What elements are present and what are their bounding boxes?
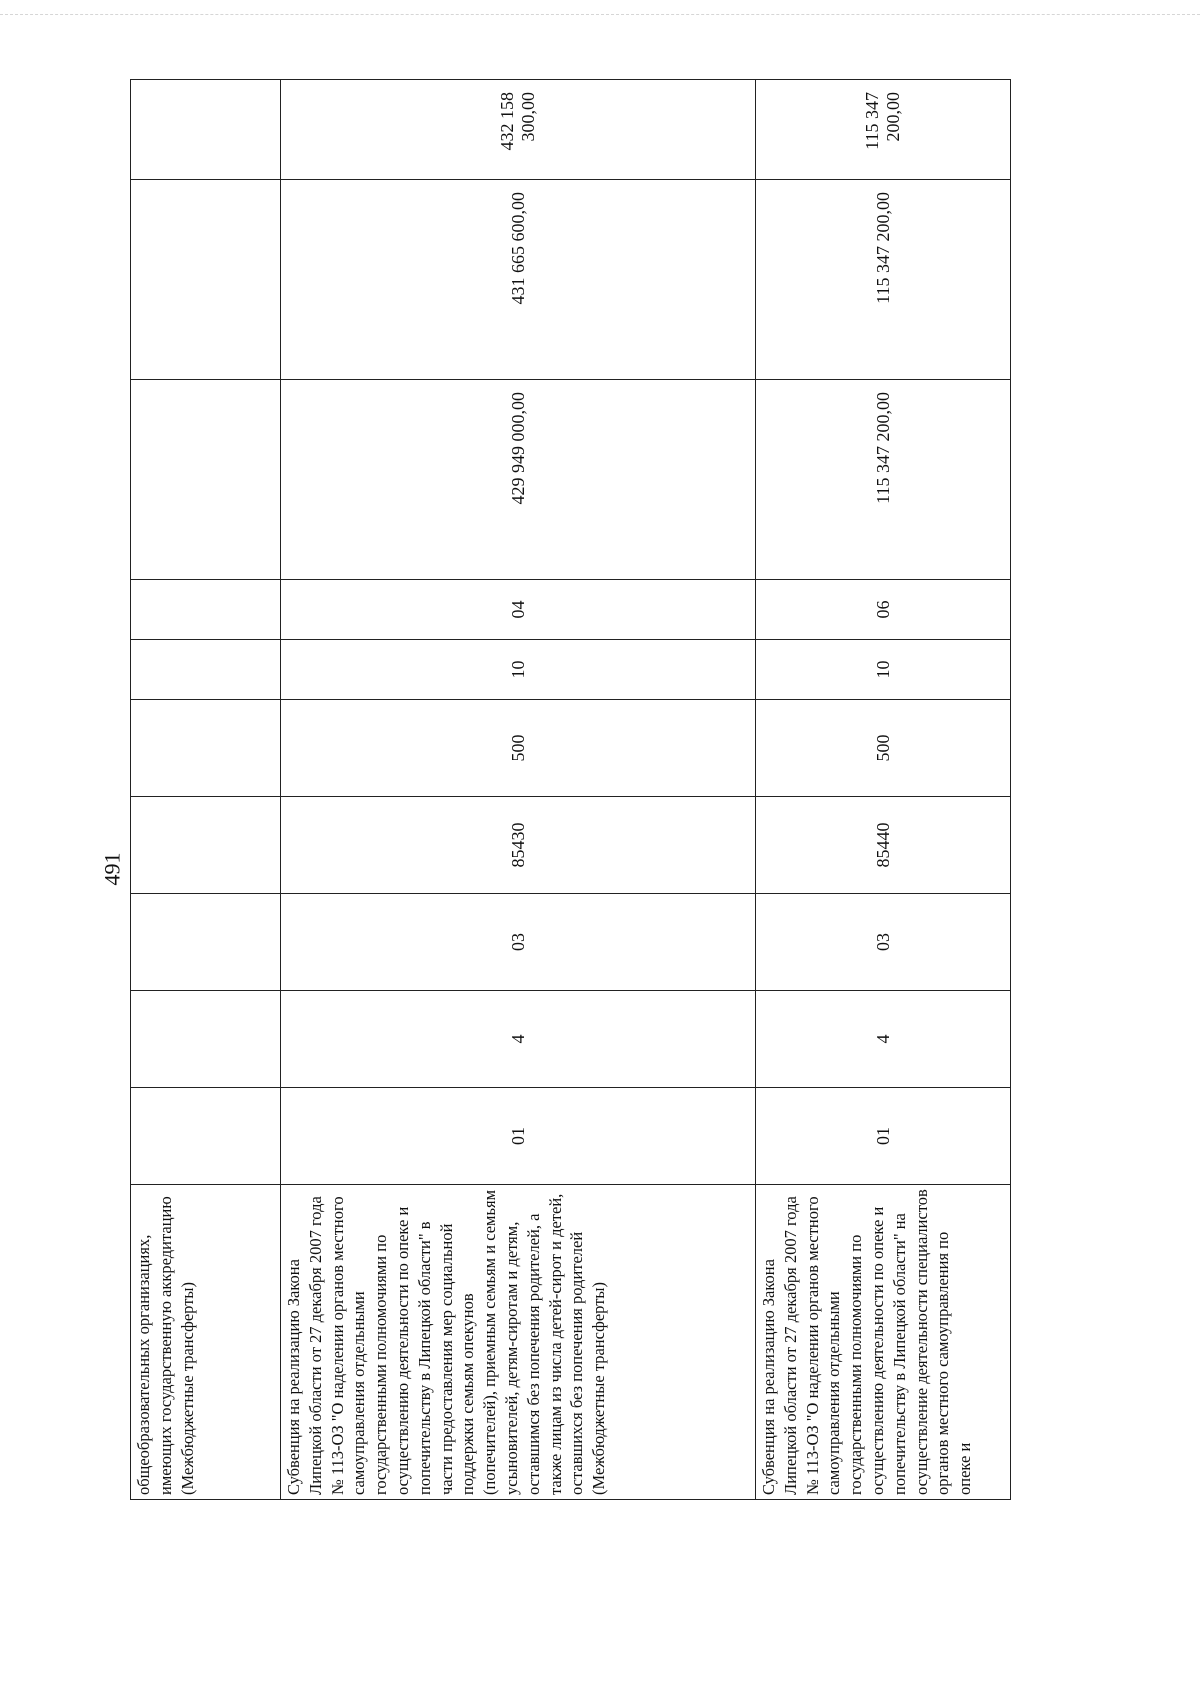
code-cell: 10: [281, 640, 756, 700]
code-cell: 03: [281, 894, 756, 991]
code-cell: [131, 640, 281, 700]
code-cell: [131, 1088, 281, 1185]
code-cell: [131, 580, 281, 640]
code-cell: 4: [281, 991, 756, 1088]
table-row: [131, 80, 281, 1500]
code-cell: 03: [756, 894, 1011, 991]
rotated-table-inner: [130, 80, 1010, 1500]
row-name: Субвенция на реализацию Закона Липецкой области от 27 декабря 2007 года № 113-ОЗ "О наделении органов местного самоуправления отдельными государственными полномочиями по осуществлению деятельности по опеке и попечительству в Липецкой области" в части предоставления мер социальной поддержки семьям опекунов (попечителей), приемным семьям и семьям усыновителей, детям-сиротам и детям, оставшимся без попечения родителей, а также лицам из числа детей-сирот и детей, оставшихся без попечения родителей (Межбюджетные трансферты): [281, 1185, 756, 1500]
code-cell: 85440: [756, 797, 1011, 894]
table-row: [756, 80, 1011, 1500]
code-cell: [131, 991, 281, 1088]
code-cell: 04: [281, 580, 756, 640]
row-name: Субвенция на реализацию Закона Липецкой области от 27 декабря 2007 года № 113-ОЗ "О наделении органов местного самоуправления отдельными государственными полномочиями по осуществлению деятельности по опеке и попечительству в Липецкой области" на осуществление деятельности специалистов органов местного самоуправления по опеке и: [756, 1185, 1011, 1500]
amount-cell: 432 158 300,00: [281, 80, 756, 180]
amount-cell: [131, 380, 281, 580]
code-cell: 01: [281, 1088, 756, 1185]
code-cell: 500: [281, 700, 756, 797]
row-name: общеобразовательных организациях, имеющих государственную аккредитацию (Межбюджетные трансферты): [131, 1185, 281, 1500]
amount-cell: 115 347 200,00: [756, 380, 1011, 580]
table-row: [281, 80, 756, 1500]
page-number: 491: [99, 852, 125, 886]
rotated-table-wrapper: [130, 80, 1010, 1500]
amount-cell: 431 665 600,00: [281, 180, 756, 380]
amount-cell: 115 347 200,00: [756, 80, 1011, 180]
code-cell: 06: [756, 580, 1011, 640]
code-cell: 500: [756, 700, 1011, 797]
code-cell: 01: [756, 1088, 1011, 1185]
code-cell: [131, 700, 281, 797]
code-cell: 10: [756, 640, 1011, 700]
scan-top-edge: [0, 14, 1200, 15]
budget-table: [130, 79, 1011, 1500]
amount-cell: [131, 80, 281, 180]
code-cell: [131, 894, 281, 991]
amount-cell: [131, 180, 281, 380]
code-cell: [131, 797, 281, 894]
code-cell: 85430: [281, 797, 756, 894]
amount-cell: 429 949 000,00: [281, 380, 756, 580]
code-cell: 4: [756, 991, 1011, 1088]
amount-cell: 115 347 200,00: [756, 180, 1011, 380]
